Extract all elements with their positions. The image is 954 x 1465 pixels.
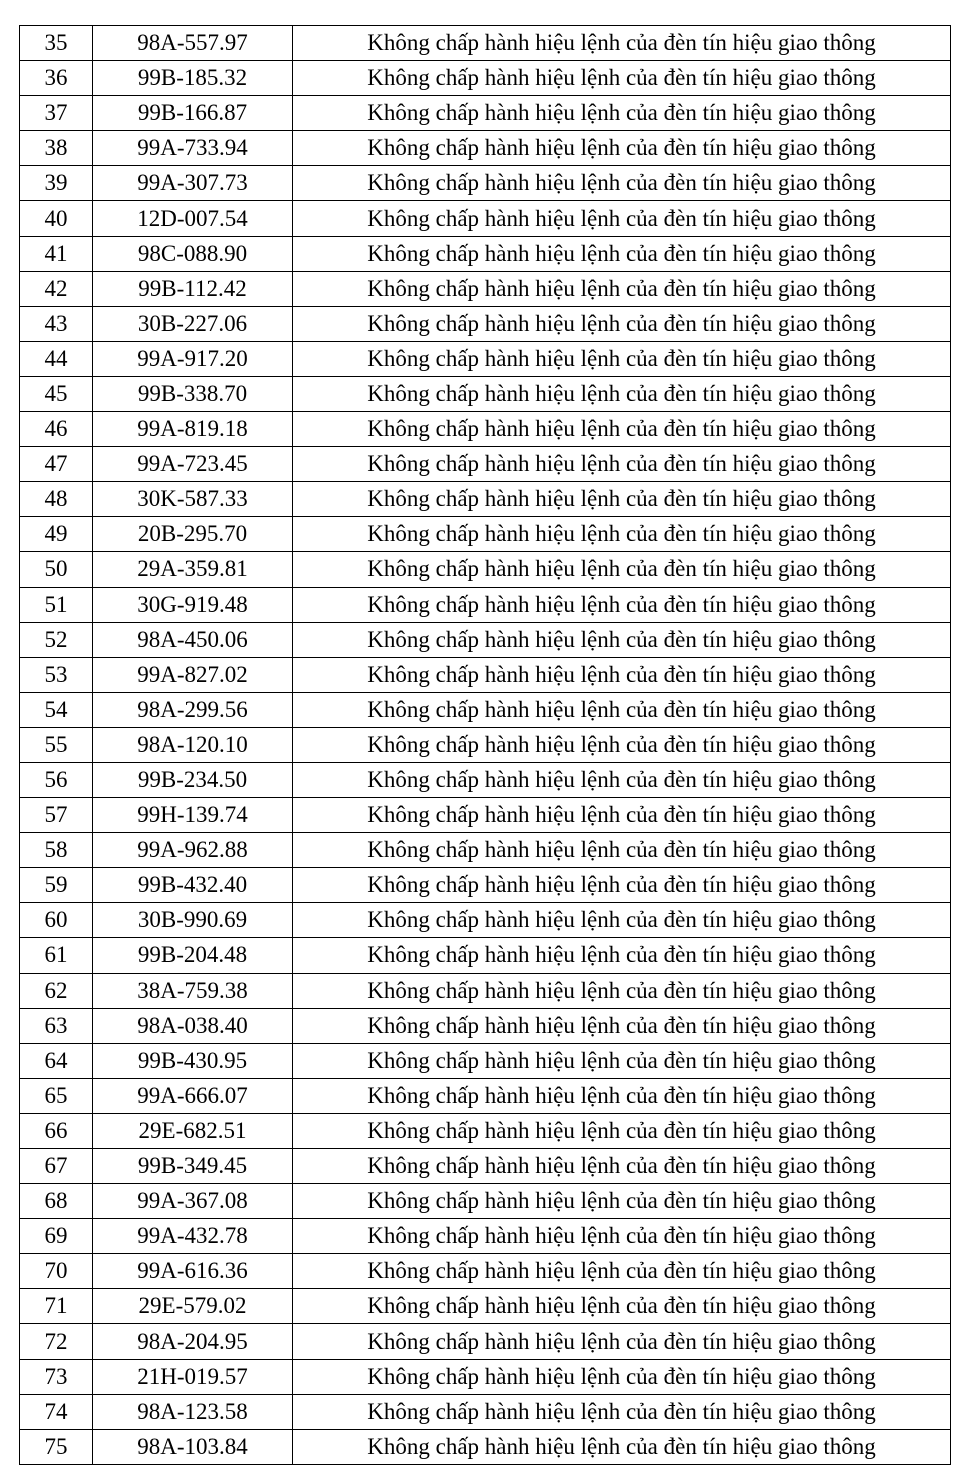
license-plate-cell: 99A-917.20 (93, 341, 293, 376)
table-row (20, 657, 951, 692)
license-plate-cell: 98A-299.56 (93, 692, 293, 727)
table-row (20, 341, 951, 376)
violation-cell: Không chấp hành hiệu lệnh của đèn tín hiệu giao thông (293, 376, 951, 411)
license-plate-cell: 30B-990.69 (93, 903, 293, 938)
row-number-cell: 51 (20, 587, 93, 622)
table-row (20, 376, 951, 411)
row-number-cell: 57 (20, 798, 93, 833)
violation-cell: Không chấp hành hiệu lệnh của đèn tín hiệu giao thông (293, 657, 951, 692)
table-row (20, 692, 951, 727)
row-number-cell: 37 (20, 96, 93, 131)
table-row (20, 61, 951, 96)
violation-cell: Không chấp hành hiệu lệnh của đèn tín hiệu giao thông (293, 762, 951, 797)
row-number-cell: 36 (20, 61, 93, 96)
license-plate-cell: 99A-962.88 (93, 833, 293, 868)
row-number-cell: 66 (20, 1113, 93, 1148)
table-row (20, 1254, 951, 1289)
row-number-cell: 74 (20, 1394, 93, 1429)
row-number-cell: 55 (20, 727, 93, 762)
table-row (20, 1149, 951, 1184)
row-number-cell: 47 (20, 447, 93, 482)
table-row (20, 166, 951, 201)
license-plate-cell: 99B-349.45 (93, 1149, 293, 1184)
row-number-cell: 59 (20, 868, 93, 903)
license-plate-cell: 20B-295.70 (93, 517, 293, 552)
violation-cell: Không chấp hành hiệu lệnh của đèn tín hiệu giao thông (293, 482, 951, 517)
violation-cell: Không chấp hành hiệu lệnh của đèn tín hiệu giao thông (293, 517, 951, 552)
license-plate-cell: 99B-166.87 (93, 96, 293, 131)
row-number-cell: 63 (20, 1008, 93, 1043)
violation-cell: Không chấp hành hiệu lệnh của đèn tín hiệu giao thông (293, 973, 951, 1008)
table-row (20, 482, 951, 517)
license-plate-cell: 98A-120.10 (93, 727, 293, 762)
license-plate-cell: 98A-123.58 (93, 1394, 293, 1429)
license-plate-cell: 29E-682.51 (93, 1113, 293, 1148)
table-row (20, 236, 951, 271)
table-row (20, 868, 951, 903)
table-row (20, 201, 951, 236)
violation-cell: Không chấp hành hiệu lệnh của đèn tín hiệu giao thông (293, 798, 951, 833)
table-row (20, 96, 951, 131)
row-number-cell: 71 (20, 1289, 93, 1324)
violation-cell: Không chấp hành hiệu lệnh của đèn tín hiệu giao thông (293, 1324, 951, 1359)
violation-cell: Không chấp hành hiệu lệnh của đèn tín hiệu giao thông (293, 306, 951, 341)
table-row (20, 552, 951, 587)
violation-cell: Không chấp hành hiệu lệnh của đèn tín hiệu giao thông (293, 692, 951, 727)
table-row (20, 727, 951, 762)
table-row (20, 833, 951, 868)
table-row (20, 26, 951, 61)
table-row (20, 306, 951, 341)
row-number-cell: 64 (20, 1043, 93, 1078)
violation-cell: Không chấp hành hiệu lệnh của đèn tín hiệu giao thông (293, 1043, 951, 1078)
violation-cell: Không chấp hành hiệu lệnh của đèn tín hiệu giao thông (293, 833, 951, 868)
row-number-cell: 48 (20, 482, 93, 517)
violation-cell: Không chấp hành hiệu lệnh của đèn tín hiệu giao thông (293, 727, 951, 762)
violation-cell: Không chấp hành hiệu lệnh của đèn tín hiệu giao thông (293, 96, 951, 131)
row-number-cell: 67 (20, 1149, 93, 1184)
violation-cell: Không chấp hành hiệu lệnh của đèn tín hiệu giao thông (293, 903, 951, 938)
row-number-cell: 49 (20, 517, 93, 552)
table-row (20, 517, 951, 552)
table-row (20, 798, 951, 833)
table-row (20, 131, 951, 166)
violation-cell: Không chấp hành hiệu lệnh của đèn tín hiệu giao thông (293, 341, 951, 376)
row-number-cell: 39 (20, 166, 93, 201)
row-number-cell: 72 (20, 1324, 93, 1359)
license-plate-cell: 38A-759.38 (93, 973, 293, 1008)
license-plate-cell: 21H-019.57 (93, 1359, 293, 1394)
license-plate-cell: 98C-088.90 (93, 236, 293, 271)
violation-cell: Không chấp hành hiệu lệnh của đèn tín hiệu giao thông (293, 622, 951, 657)
license-plate-cell: 98A-038.40 (93, 1008, 293, 1043)
table-row (20, 903, 951, 938)
license-plate-cell: 99A-723.45 (93, 447, 293, 482)
violation-cell: Không chấp hành hiệu lệnh của đèn tín hiệu giao thông (293, 552, 951, 587)
violation-cell: Không chấp hành hiệu lệnh của đèn tín hiệu giao thông (293, 938, 951, 973)
table-row (20, 412, 951, 447)
table-row (20, 938, 951, 973)
table-row (20, 762, 951, 797)
row-number-cell: 53 (20, 657, 93, 692)
table-row (20, 271, 951, 306)
row-number-cell: 42 (20, 271, 93, 306)
row-number-cell: 58 (20, 833, 93, 868)
table-row (20, 1394, 951, 1429)
license-plate-cell: 12D-007.54 (93, 201, 293, 236)
table-row (20, 447, 951, 482)
license-plate-cell: 98A-450.06 (93, 622, 293, 657)
table-row (20, 973, 951, 1008)
license-plate-cell: 99A-307.73 (93, 166, 293, 201)
table-row (20, 1429, 951, 1464)
table-row (20, 1219, 951, 1254)
violation-cell: Không chấp hành hiệu lệnh của đèn tín hiệu giao thông (293, 236, 951, 271)
license-plate-cell: 99B-338.70 (93, 376, 293, 411)
violation-cell: Không chấp hành hiệu lệnh của đèn tín hiệu giao thông (293, 1359, 951, 1394)
violations-table-body (20, 26, 951, 1465)
row-number-cell: 75 (20, 1429, 93, 1464)
table-row (20, 1043, 951, 1078)
row-number-cell: 52 (20, 622, 93, 657)
license-plate-cell: 99B-234.50 (93, 762, 293, 797)
table-row (20, 587, 951, 622)
license-plate-cell: 99A-432.78 (93, 1219, 293, 1254)
row-number-cell: 54 (20, 692, 93, 727)
violation-cell: Không chấp hành hiệu lệnh của đèn tín hiệu giao thông (293, 1008, 951, 1043)
license-plate-cell: 99A-827.02 (93, 657, 293, 692)
row-number-cell: 56 (20, 762, 93, 797)
row-number-cell: 41 (20, 236, 93, 271)
row-number-cell: 38 (20, 131, 93, 166)
row-number-cell: 45 (20, 376, 93, 411)
row-number-cell: 60 (20, 903, 93, 938)
license-plate-cell: 98A-204.95 (93, 1324, 293, 1359)
table-row (20, 1359, 951, 1394)
license-plate-cell: 30G-919.48 (93, 587, 293, 622)
license-plate-cell: 99A-819.18 (93, 412, 293, 447)
license-plate-cell: 99A-666.07 (93, 1078, 293, 1113)
row-number-cell: 62 (20, 973, 93, 1008)
license-plate-cell: 99A-733.94 (93, 131, 293, 166)
violation-cell: Không chấp hành hiệu lệnh của đèn tín hiệu giao thông (293, 1289, 951, 1324)
table-row (20, 1184, 951, 1219)
violation-cell: Không chấp hành hiệu lệnh của đèn tín hiệu giao thông (293, 868, 951, 903)
license-plate-cell: 99B-204.48 (93, 938, 293, 973)
license-plate-cell: 29E-579.02 (93, 1289, 293, 1324)
license-plate-cell: 30B-227.06 (93, 306, 293, 341)
table-row (20, 1289, 951, 1324)
row-number-cell: 68 (20, 1184, 93, 1219)
violation-cell: Không chấp hành hiệu lệnh của đèn tín hiệu giao thông (293, 166, 951, 201)
violation-cell: Không chấp hành hiệu lệnh của đèn tín hiệu giao thông (293, 1254, 951, 1289)
row-number-cell: 65 (20, 1078, 93, 1113)
row-number-cell: 35 (20, 26, 93, 61)
table-row (20, 1078, 951, 1113)
license-plate-cell: 98A-103.84 (93, 1429, 293, 1464)
row-number-cell: 43 (20, 306, 93, 341)
violations-table (19, 25, 951, 1465)
row-number-cell: 40 (20, 201, 93, 236)
row-number-cell: 61 (20, 938, 93, 973)
table-row (20, 1324, 951, 1359)
license-plate-cell: 30K-587.33 (93, 482, 293, 517)
row-number-cell: 50 (20, 552, 93, 587)
violation-cell: Không chấp hành hiệu lệnh của đèn tín hiệu giao thông (293, 61, 951, 96)
violation-cell: Không chấp hành hiệu lệnh của đèn tín hiệu giao thông (293, 1149, 951, 1184)
license-plate-cell: 99B-185.32 (93, 61, 293, 96)
row-number-cell: 69 (20, 1219, 93, 1254)
row-number-cell: 73 (20, 1359, 93, 1394)
violation-cell: Không chấp hành hiệu lệnh của đèn tín hiệu giao thông (293, 447, 951, 482)
license-plate-cell: 29A-359.81 (93, 552, 293, 587)
license-plate-cell: 99A-616.36 (93, 1254, 293, 1289)
violation-cell: Không chấp hành hiệu lệnh của đèn tín hiệu giao thông (293, 587, 951, 622)
table-row (20, 622, 951, 657)
violation-cell: Không chấp hành hiệu lệnh của đèn tín hiệu giao thông (293, 1184, 951, 1219)
violation-cell: Không chấp hành hiệu lệnh của đèn tín hiệu giao thông (293, 1219, 951, 1254)
violation-cell: Không chấp hành hiệu lệnh của đèn tín hiệu giao thông (293, 1078, 951, 1113)
row-number-cell: 70 (20, 1254, 93, 1289)
license-plate-cell: 99B-112.42 (93, 271, 293, 306)
license-plate-cell: 99H-139.74 (93, 798, 293, 833)
table-row (20, 1008, 951, 1043)
violation-cell: Không chấp hành hiệu lệnh của đèn tín hiệu giao thông (293, 271, 951, 306)
license-plate-cell: 99A-367.08 (93, 1184, 293, 1219)
violation-cell: Không chấp hành hiệu lệnh của đèn tín hiệu giao thông (293, 412, 951, 447)
violation-cell: Không chấp hành hiệu lệnh của đèn tín hiệu giao thông (293, 1429, 951, 1464)
violation-cell: Không chấp hành hiệu lệnh của đèn tín hiệu giao thông (293, 1113, 951, 1148)
violation-cell: Không chấp hành hiệu lệnh của đèn tín hiệu giao thông (293, 26, 951, 61)
row-number-cell: 46 (20, 412, 93, 447)
violation-cell: Không chấp hành hiệu lệnh của đèn tín hiệu giao thông (293, 1394, 951, 1429)
license-plate-cell: 99B-430.95 (93, 1043, 293, 1078)
license-plate-cell: 98A-557.97 (93, 26, 293, 61)
license-plate-cell: 99B-432.40 (93, 868, 293, 903)
table-row (20, 1113, 951, 1148)
row-number-cell: 44 (20, 341, 93, 376)
violation-cell: Không chấp hành hiệu lệnh của đèn tín hiệu giao thông (293, 201, 951, 236)
violation-cell: Không chấp hành hiệu lệnh của đèn tín hiệu giao thông (293, 131, 951, 166)
